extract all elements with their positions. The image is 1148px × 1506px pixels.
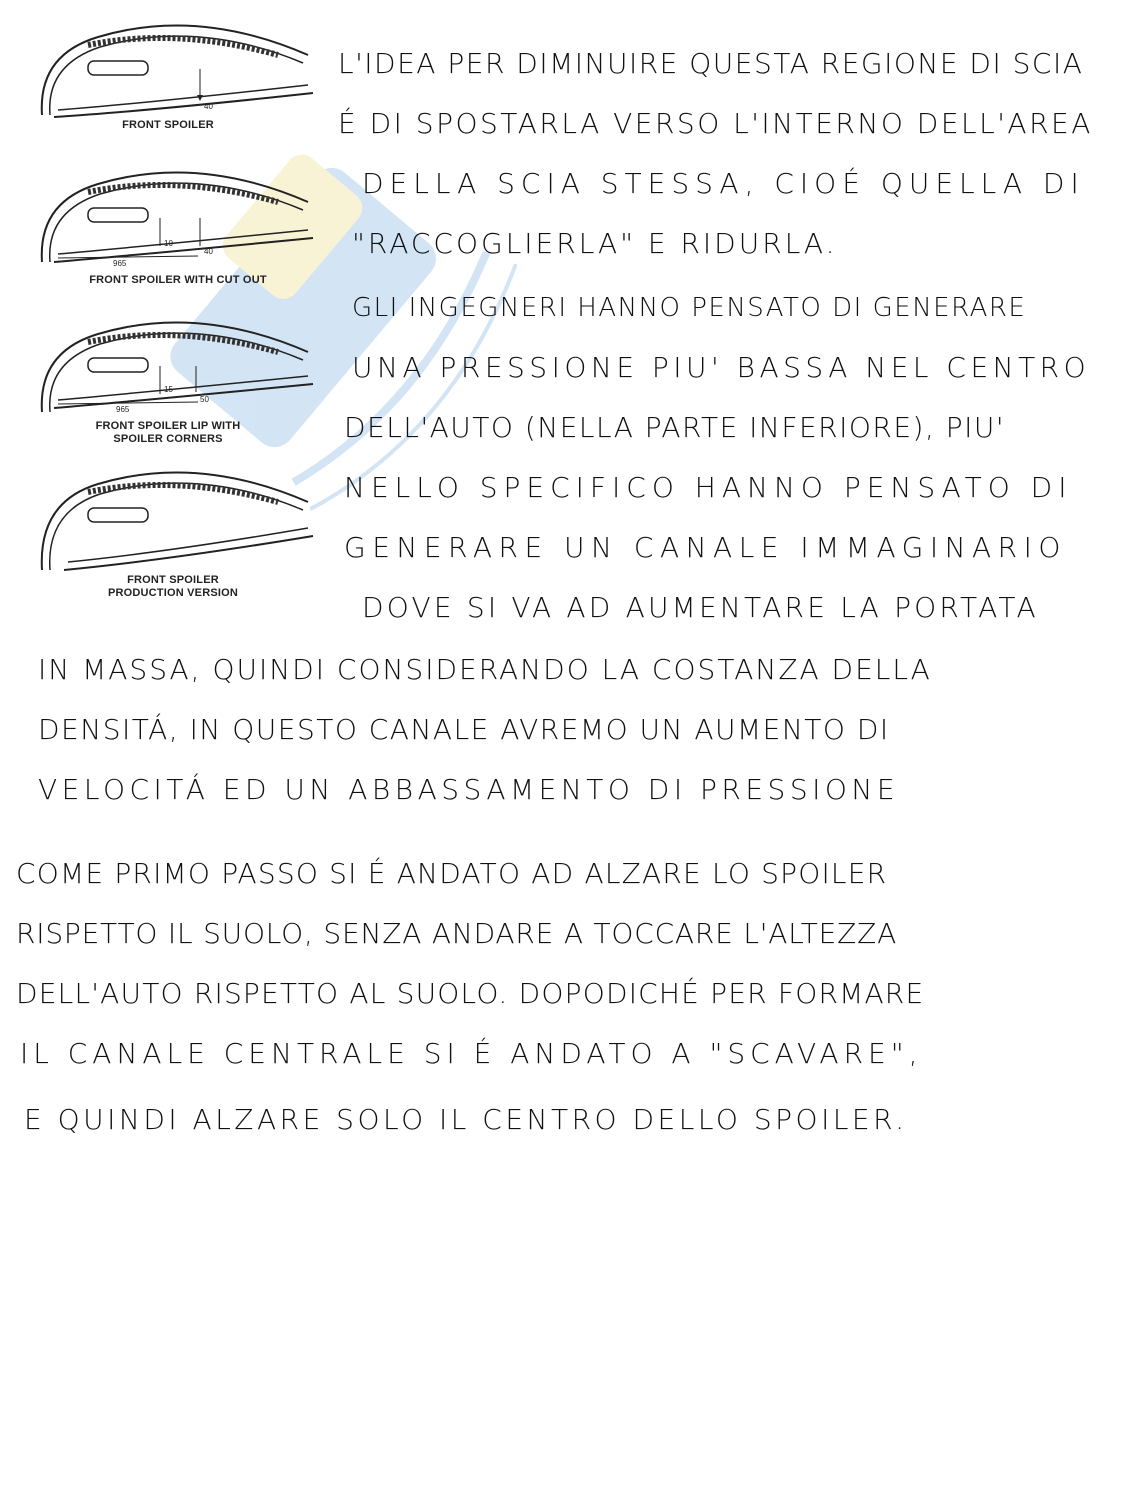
dim-965: 965: [113, 259, 127, 268]
spoiler-drawing-2: [28, 162, 318, 274]
handwritten-line: COME PRIMO PASSO SI É ANDATO AD ALZARE LO SPOILER: [16, 857, 888, 890]
handwritten-line: IL CANALE CENTRALE SI É ANDATO A "SCAVARE",: [20, 1037, 923, 1070]
figure-caption: FRONT SPOILER PRODUCTION VERSION: [107, 574, 239, 599]
handwritten-line: RISPETTO IL SUOLO, SENZA ANDARE A TOCCARE L'ALTEZZA: [16, 917, 898, 950]
figure-caption: FRONT SPOILER LIP WITH SPOILER CORNERS: [95, 420, 241, 445]
handwritten-line: UNA PRESSIONE PIU' BASSA NEL CENTRO: [352, 351, 1091, 384]
handwritten-line: NELLO SPECIFICO HANNO PENSATO DI: [344, 471, 1073, 504]
figure-production-version: [28, 462, 318, 607]
handwritten-line: GENERARE UN CANALE IMMAGINARIO: [344, 531, 1067, 564]
handwritten-line: DELL'AUTO RISPETTO AL SUOLO. DOPODICHÉ PER FORMARE: [16, 977, 925, 1010]
spoiler-drawing-1: [28, 15, 318, 120]
handwritten-line: L'IDEA PER DIMINUIRE QUESTA REGIONE DI SCIA: [338, 47, 1084, 80]
dim-965: 965: [116, 405, 130, 414]
figure-front-spoiler: [28, 15, 318, 145]
figure-front-spoiler-cut-out: [28, 162, 318, 292]
spoiler-drawing-4: [28, 462, 318, 574]
spoiler-drawing-3: [28, 312, 318, 417]
dim-15: 15: [164, 385, 173, 394]
figure-caption: FRONT SPOILER WITH CUT OUT: [89, 274, 267, 286]
handwritten-line: GLI INGEGNERI HANNO PENSATO DI GENERARE: [352, 293, 1027, 323]
handwritten-line: DENSITÁ, IN QUESTO CANALE AVREMO UN AUMENTO DI: [38, 713, 890, 746]
handwritten-line: É DI SPOSTARLA VERSO L'INTERNO DELL'AREA: [338, 107, 1093, 140]
dim-10: 10: [164, 239, 173, 248]
handwritten-line: DELL'AUTO (NELLA PARTE INFERIORE), PIU': [344, 411, 1006, 444]
figure-spoiler-lip-corners: [28, 312, 318, 452]
handwritten-line: VELOCITÁ ED UN ABBASSAMENTO DI PRESSIONE: [38, 773, 900, 806]
handwritten-line: DOVE SI VA AD AUMENTARE LA PORTATA: [362, 591, 1039, 624]
handwritten-line: "RACCOGLIERLA" E RIDURLA.: [352, 227, 838, 260]
handwritten-line: DELLA SCIA STESSA, CIOÉ QUELLA DI: [362, 167, 1085, 200]
dim-50: 50: [200, 395, 209, 404]
dim-40: 40: [204, 102, 213, 111]
dim-40: 40: [204, 247, 213, 256]
handwritten-line: E QUINDI ALZARE SOLO IL CENTRO DELLO SPOILER.: [24, 1103, 908, 1136]
handwritten-line: IN MASSA, QUINDI CONSIDERANDO LA COSTANZA DELLA: [38, 653, 932, 686]
figure-caption: FRONT SPOILER: [122, 119, 214, 131]
